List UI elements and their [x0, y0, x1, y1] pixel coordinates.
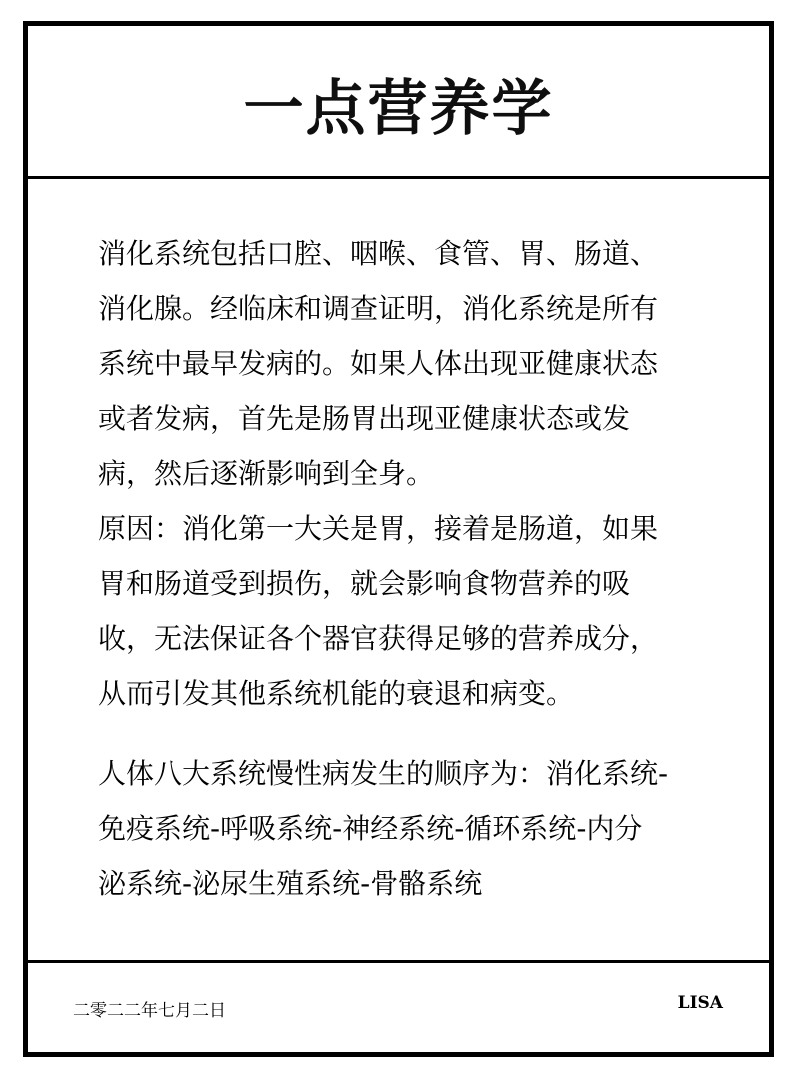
- body-line: 收，无法保证各个器官获得足够的营养成分，: [98, 622, 659, 655]
- article-body: [98, 226, 738, 911]
- body-line: 从而引发其他系统机能的衰退和病变。: [98, 677, 575, 710]
- paragraph-gap: [98, 721, 738, 746]
- body-line: 人体八大系统慢性病发生的顺序为：消化系统-: [98, 757, 669, 790]
- page-title: 一点营养学: [243, 74, 554, 144]
- body-line: 胃和肠道受到损伤，就会影响食物营养的吸: [98, 567, 631, 600]
- header: [28, 26, 769, 179]
- footer-date: 二零二二年七月二日: [73, 1001, 226, 1021]
- body-line: 泌系统-泌尿生殖系统-骨骼系统: [98, 867, 483, 900]
- body-line: 或者发病，首先是肠胃出现亚健康状态或发: [98, 402, 631, 435]
- footer-author: LISA: [677, 993, 723, 1013]
- body-line: 消化系统包括口腔、咽喉、食管、胃、肠道、: [98, 237, 659, 270]
- body-line: 系统中最早发病的。如果人体出现亚健康状态: [98, 347, 659, 380]
- body-line: 病，然后逐渐影响到全身。: [98, 457, 435, 490]
- body-line: 消化腺。经临床和调查证明，消化系统是所有: [98, 292, 659, 325]
- body-line: 原因：消化第一大关是胃，接着是肠道，如果: [98, 512, 659, 545]
- body-line: 免疫系统-呼吸系统-神经系统-循环系统-内分: [98, 812, 643, 845]
- footer: [28, 960, 769, 1052]
- card-frame: [23, 21, 774, 1057]
